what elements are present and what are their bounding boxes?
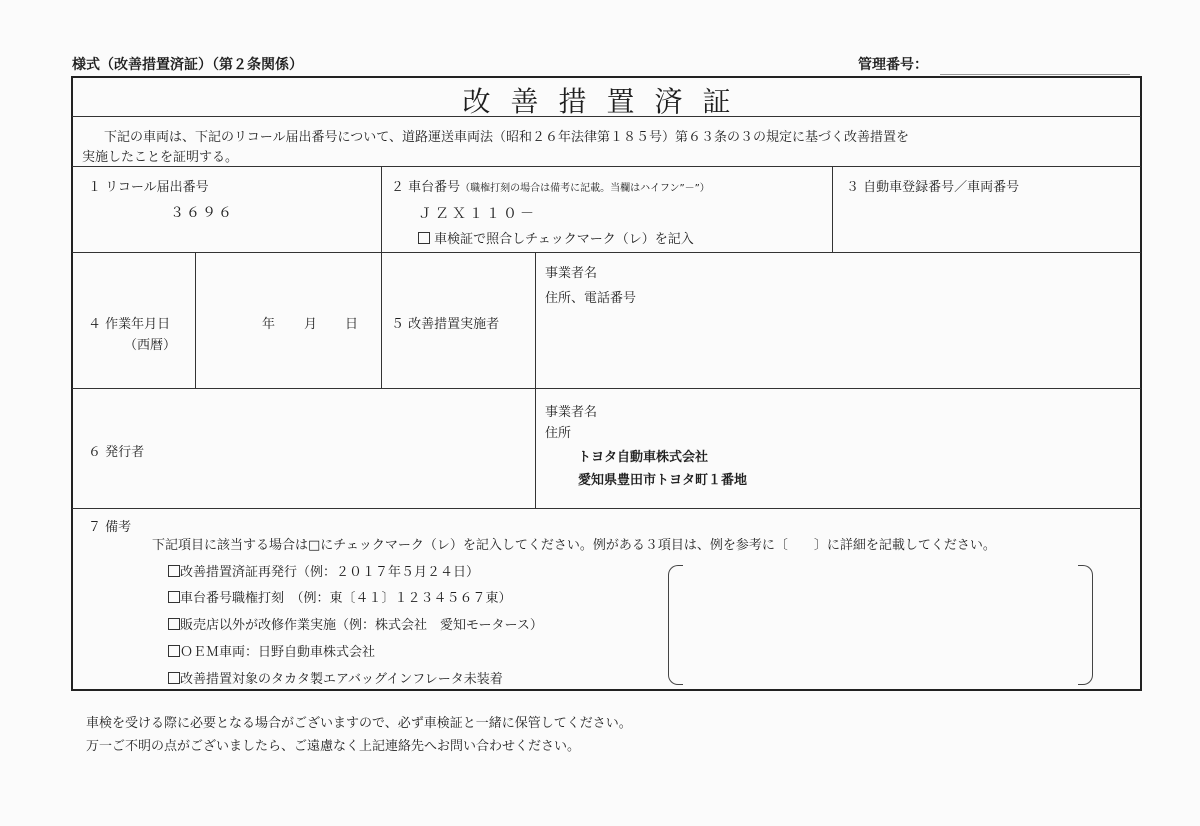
remarks-checkbox[interactable] xyxy=(168,591,180,603)
certificate-title: 改善措置済証 xyxy=(462,85,751,118)
registration-number-label: ３ 自動車登録番号／車両番号 xyxy=(846,180,1020,195)
divider-row1 xyxy=(72,252,1141,253)
remarks-label: ７ 備考 xyxy=(88,520,132,535)
remarks-item xyxy=(168,561,479,580)
management-number-field xyxy=(940,74,1130,75)
divider-col-4-label xyxy=(195,252,196,388)
chassis-number-value: ＪＺＸ１１０－ xyxy=(418,206,537,222)
issuer-label: ６ 発行者 xyxy=(88,445,145,460)
chassis-verify-checkbox[interactable] xyxy=(418,232,430,244)
remarks-item xyxy=(168,614,543,633)
remarks-item xyxy=(168,668,503,687)
remarks-detail-bracket-left xyxy=(668,565,683,685)
remarks-checkbox[interactable] xyxy=(168,672,180,684)
remarks-checkbox[interactable] xyxy=(168,565,180,577)
footer-note-2: 万一ご不明の点がございましたら、ご遠慮なく上記連絡先へお問い合わせください。 xyxy=(86,739,581,754)
chassis-number-label: ２ 車台番号 xyxy=(391,180,461,195)
footer-note-1: 車検を受ける際に必要となる場合がございますので、必ず車検証と一緒に保管してください。 xyxy=(86,716,632,731)
remarks-item xyxy=(168,587,512,606)
work-date-label: ４ 作業年月日 xyxy=(88,317,171,332)
divider-statement xyxy=(72,166,1141,167)
issuer-address: 愛知県豊田市トヨタ町１番地 xyxy=(578,473,748,488)
statement-line-1: 下記の車両は、下記のリコール届出番号について、道路運送車両法（昭和２６年法律第１８５号）第６３条の３の規定に基づく改善措置を xyxy=(104,130,909,145)
remarks-item xyxy=(168,641,375,660)
remarks-detail-bracket-right xyxy=(1078,565,1093,685)
divider-row3 xyxy=(72,508,1141,509)
remarks-instruction: 下記項目に該当する場合は□にチェックマーク（レ）を記入してください。例がある３項目は、例を参考に〔 〕に詳細を記載してください。 xyxy=(152,538,996,553)
remarks-checkbox[interactable] xyxy=(168,618,180,630)
management-number-label: 管理番号： xyxy=(858,57,928,73)
chassis-number-note: （職権打刻の場合は備考に記載。当欄はハイフン”－”） xyxy=(460,183,710,194)
implementer-address-phone-label: 住所、電話番号 xyxy=(545,291,637,306)
remarks-item-label: 改善措置対象のタカタ製エアバッグインフレータ未装着 xyxy=(180,672,503,687)
work-date-day: 日 xyxy=(345,317,359,332)
chassis-number-header xyxy=(391,176,710,195)
work-date-year: 年 xyxy=(262,317,276,332)
work-date-sub: （西暦） xyxy=(124,338,177,353)
remarks-item-label: 改善措置済証再発行（例：２０１７年５月２４日） xyxy=(180,565,480,580)
issuer-address-label: 住所 xyxy=(545,426,572,441)
remarks-checkbox[interactable] xyxy=(168,645,180,657)
issuer-business-name-label: 事業者名 xyxy=(545,405,598,420)
chassis-verify-row xyxy=(418,228,694,247)
work-date-month: 月 xyxy=(304,317,318,332)
form-label: 様式（改善措置済証）（第２条関係） xyxy=(72,57,303,73)
implementer-business-name-label: 事業者名 xyxy=(545,266,598,281)
recall-number-value: ３６９６ xyxy=(170,205,234,221)
implementer-label: ５ 改善措置実施者 xyxy=(391,317,500,332)
remarks-item-label: 車台番号職権打刻 （例：東〔４１〕１２３４５６７東） xyxy=(180,591,512,606)
remarks-item-label: 販売店以外が改修作業実施（例：株式会社 愛知モータース） xyxy=(180,618,543,633)
divider-col-1-2 xyxy=(381,166,382,252)
remarks-item-label: ＯＥＭ車両：日野自動車株式会社 xyxy=(180,645,376,660)
statement-line-2: 実施したことを証明する。 xyxy=(82,150,239,165)
divider-col-4-5 xyxy=(381,252,382,388)
chassis-verify-label: 車検証で照合しチェックマーク（レ）を記入 xyxy=(434,232,694,247)
divider-col-5-value xyxy=(535,252,536,508)
divider-col-2-3 xyxy=(832,166,833,252)
recall-number-label: １ リコール届出番号 xyxy=(88,180,209,195)
issuer-company: トヨタ自動車株式会社 xyxy=(578,450,709,465)
divider-row2 xyxy=(72,388,1141,389)
